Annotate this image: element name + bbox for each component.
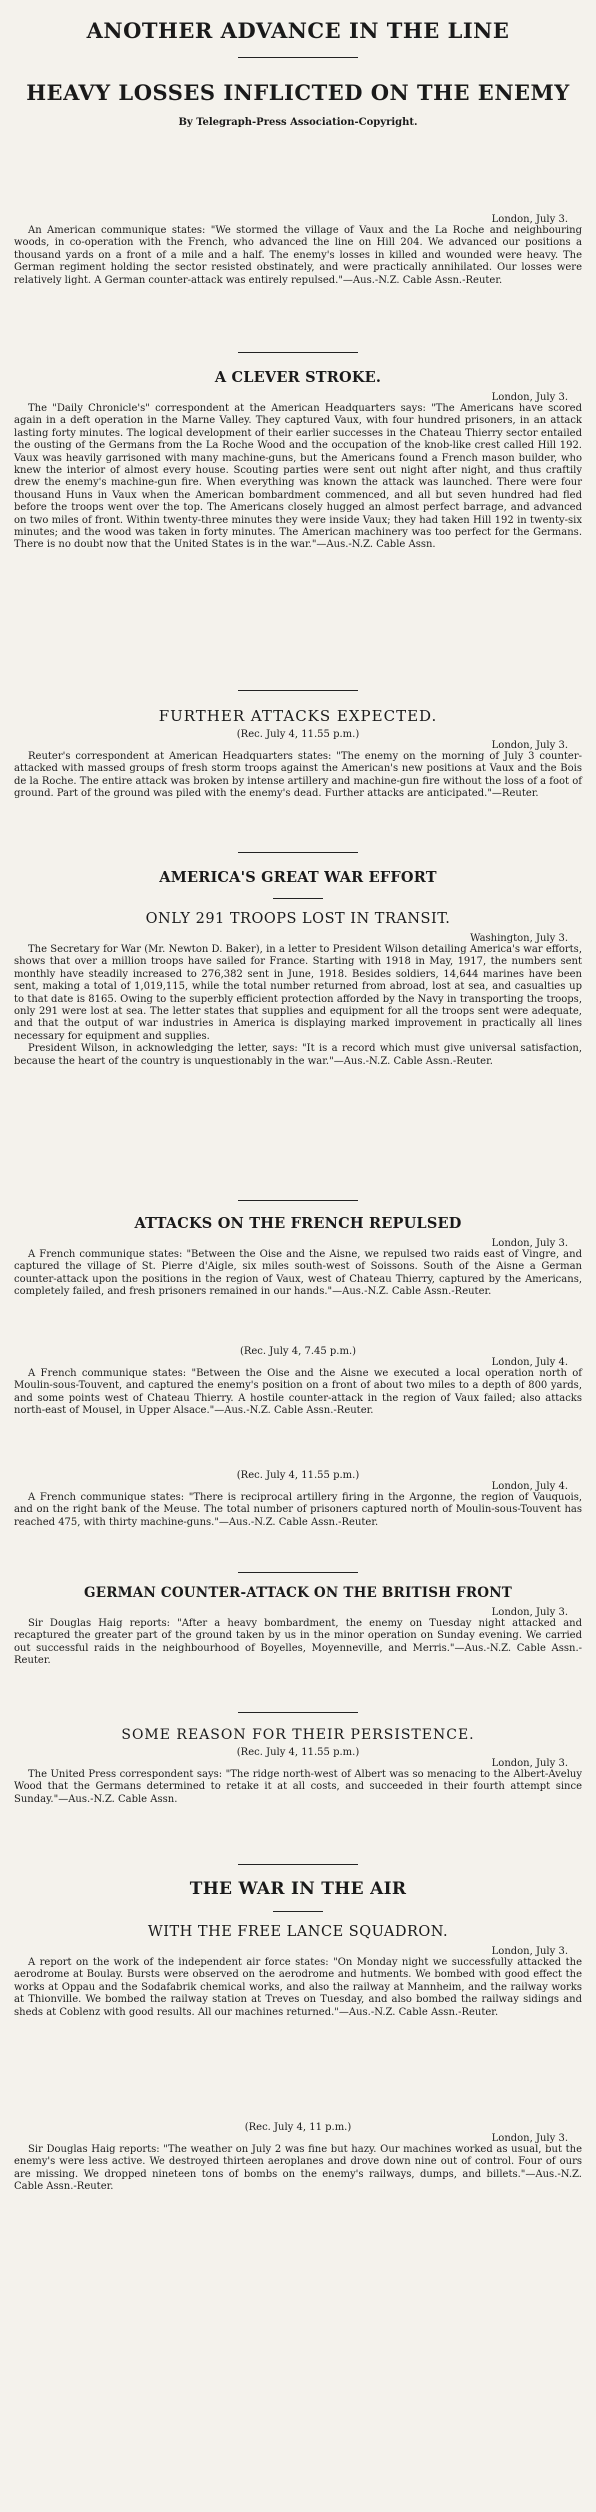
divider-rule: [238, 852, 358, 853]
article-heading: A CLEVER STROKE.: [214, 369, 382, 386]
article-body: Reuter's correspondent at American Headquarters states: "The enemy on the morning of July 3 counter-attacked with massed groups of fresh storm troops against the American's new positions at Vaux and the Bois de la Roche. The entire attack was broken by intense artillery and machine-gun fire without the loss of a foot of ground. Part of the ground was piled with the enemy's dead. Further attacks are anticipated."—Reuter.: [14, 751, 582, 800]
article-clever-stroke: [14, 352, 582, 552]
article-heading: THE WAR IN THE AIR: [189, 1879, 407, 1899]
article-heading: ATTACKS ON THE FRENCH REPULSED: [134, 1215, 462, 1232]
divider-rule: [273, 898, 323, 899]
article-body: An American communique states: "We stormed the village of Vaux and the La Roche and neighbouring woods, in co-operation with the French, who advanced the line on Hill 204. We advanced our positions a thousand yards on a front of a mile and a half. The enemy's losses in killed and wounded were heavy. The German regiment holding the sector resisted obstinately, and were practically annihilated. Our losses were relatively light. A German counter-attack was entirely repulsed."—Aus.-N.Z. Cable Assn.-Reuter.: [14, 225, 582, 286]
dateline: London, July 3.: [491, 1238, 568, 1249]
dateline: London, July 3.: [491, 392, 568, 403]
article-body: The Secretary for War (Mr. Newton D. Baker), in a letter to President Wilson detailing America's war efforts, shows that over a million troops have sailed for France. Starting with 1918 in May, 1917, the numbers sent monthly have steadily increased to 276,382 sent in June, 1918. Besides soldiers, 14,644 marines have been sent, making a total of 1,019,115, while the total number returned from abroad, lost at sea, and casualties up to that date is 8165. Owing to the superbly efficient protection afforded by the Navy in transporting the troops, only 291 were lost at sea. The letter states that supplies and equipment for all the troops sent were adequate, and that the output of war industries in America is displaying marked improvement in practically all lines necessary for equipment and supplies.: [14, 944, 582, 1042]
article-subheading: ONLY 291 TROOPS LOST IN TRANSIT.: [145, 911, 451, 927]
article-french-prisoners: [14, 1470, 582, 1529]
dateline: London, July 3.: [491, 214, 568, 225]
divider-rule: [238, 1200, 358, 1201]
article-french-repulsed: [14, 1200, 582, 1299]
article-further-attacks: [14, 690, 582, 801]
received-time: (Rec. July 4, 7.45 p.m.): [239, 1346, 357, 1357]
main-heading: ANOTHER ADVANCE IN THE LINE: [86, 18, 510, 43]
article-body: A French communique states: "Between the Oise and the Aisne, we repulsed two raids east of Vingre, and captured the village of St. Pierre d'Aigle, six miles south-west of Soissons. South of the Aisne a German counter-attack upon the positions in the region of Vaux, west of Chateau Thierry, captured by the Americans, completely failed, and fresh prisoners remained in our hands."—Aus.-N.Z. Cable Assn.-Reuter.: [14, 1249, 582, 1298]
dateline: London, July 3.: [491, 2133, 568, 2144]
article-body: The United Press correspondent says: "The ridge north-west of Albert was so menacing to the Albert-Aveluy Wood that the Germans determined to retake it at all costs, and succeeded in their fourth attempt since Sunday."—Aus.-N.Z. Cable Assn.: [14, 1769, 582, 1805]
article-haig-air-report: [14, 2122, 582, 2194]
dateline: London, July 3.: [491, 1607, 568, 1618]
divider-rule: [273, 1911, 323, 1912]
divider-rule: [238, 1864, 358, 1865]
received-time: (Rec. July 4, 11.55 p.m.): [236, 1470, 360, 1481]
article-body-continued: President Wilson, in acknowledging the letter, says: "It is a record which must give universal satisfaction, because the heart of the country is unquestionably in the war."—Aus.-N.Z. Cable Assn.-Reuter.: [14, 1043, 582, 1067]
article-war-effort: [14, 852, 582, 1068]
divider-rule: [238, 1712, 358, 1713]
received-time: (Rec. July 4, 11.55 p.m.): [236, 1747, 360, 1758]
article-french-july4: [14, 1346, 582, 1418]
dateline: London, July 4.: [491, 1481, 568, 1492]
article-persistence: [14, 1712, 582, 1806]
article-heading: AMERICA'S GREAT WAR EFFORT: [159, 869, 437, 886]
article-body: Sir Douglas Haig reports: "After a heavy bombardment, the enemy on Tuesday night attacked and recaptured the greater part of the ground taken by us in the minor operation on Sunday evening. We carried out successful raids in the neighbourhood of Boyelles, Moyenneville, and Merris."—Aus.-N.Z. Cable Assn.-Reuter.: [14, 1618, 582, 1667]
byline: By Telegraph-Press Association-Copyright.: [178, 117, 418, 128]
divider-rule: [238, 690, 358, 691]
received-time: (Rec. July 4, 11 p.m.): [244, 2122, 352, 2133]
sub-heading: HEAVY LOSSES INFLICTED ON THE ENEMY: [26, 80, 570, 105]
divider-rule: [238, 352, 358, 353]
dateline: Washington, July 3.: [470, 933, 568, 944]
dateline: London, July 3.: [491, 1946, 568, 1957]
article-body: The "Daily Chronicle's" correspondent at the American Headquarters says: "The Americans have scored again in a deft operation in the Marne Valley. They captured Vaux, with four hundred prisoners, in an attack lasting forty minutes. The logical development of their earlier successes in the Chateau Thierry sector entailed the ousting of the Germans from the La Roche Wood and the occupation of the knob-like crest called Hill 192. Vaux was heavily garrisoned with many machine-guns, but the Americans found a French mason builder, who knew the interior of almost every house. Scouting parties were sent out night after night, and thus craftily drew the enemy's machine-gun fire. When everything was known the attack was launched. There were four thousand Huns in Vaux when the American bombardment commenced, and all but seven hundred had fled before the troops went over the top. The Americans closely hugged an almost perfect barrage, and advanced on two miles of front. Within twenty-three minutes they were inside Vaux; they had taken Hill 192 in twenty-six minutes; and the wood was taken in forty minutes. The American machinery was too perfect for the Germans. There is no doubt now that the United States is in the war."—Aus.-N.Z. Cable Assn.: [14, 403, 582, 551]
article-body: A French communique states: "There is reciprocal artillery firing in the Argonne, the region of Vauquois, and on the right bank of the Meuse. The total number of prisoners captured north of Moulin-sous-Touvent has reached 475, with thirty machine-guns."—Aus.-N.Z. Cable Assn.-Reuter.: [14, 1492, 582, 1528]
article-subheading: WITH THE FREE LANCE SQUADRON.: [147, 1924, 449, 1940]
article-heading: GERMAN COUNTER-ATTACK ON THE BRITISH FRONT: [84, 1585, 512, 1601]
dateline: London, July 3.: [491, 1758, 568, 1769]
article-vaux: [14, 214, 582, 287]
dateline: London, July 4.: [491, 1357, 568, 1368]
divider-rule: [238, 1572, 358, 1573]
article-body: A report on the work of the independent air force states: "On Monday night we successfully attacked the aerodrome at Boulay. Bursts were observed on the aerodrome and hutments. We bombed with good effect the works at Oppau and the Sodafabrik chemical works, and also the railway at Mannheim, and the railway works at Thionville. We bombed the railway station at Treves on Tuesday, and also bombed the railway sidings and sheds at Coblenz with good results. All our machines returned."—Aus.-N.Z. Cable Assn.-Reuter.: [14, 1957, 582, 2018]
article-heading: FURTHER ATTACKS EXPECTED.: [158, 707, 438, 725]
dateline: London, July 3.: [491, 740, 568, 751]
article-body: Sir Douglas Haig reports: "The weather on July 2 was fine but hazy. Our machines worked as usual, but the enemy's were less active. We destroyed thirteen aeroplanes and drove down nine out of control. Four of ours are missing. We dropped nineteen tons of bombs on the enemy's railways, dumps, and billets."—Aus.-N.Z. Cable Assn.-Reuter.: [14, 2144, 582, 2193]
received-time: (Rec. July 4, 11.55 p.m.): [236, 729, 360, 740]
divider-rule: [238, 57, 358, 58]
article-war-in-air: [14, 1864, 582, 2019]
article-heading: SOME REASON FOR THEIR PERSISTENCE.: [121, 1727, 475, 1743]
article-body: A French communique states: "Between the Oise and the Aisne we executed a local operation north of Moulin-sous-Touvent, and captured the enemy's position on a front of about two miles to a depth of 800 yards, and some points west of Chateau Thierry. A hostile counter-attack in the region of Vaux failed; also attacks north-east of Mousel, in Upper Alsace."—Aus.-N.Z. Cable Assn.-Reuter.: [14, 1368, 582, 1417]
article-british-front: [14, 1572, 582, 1668]
masthead-section: [14, 18, 582, 128]
